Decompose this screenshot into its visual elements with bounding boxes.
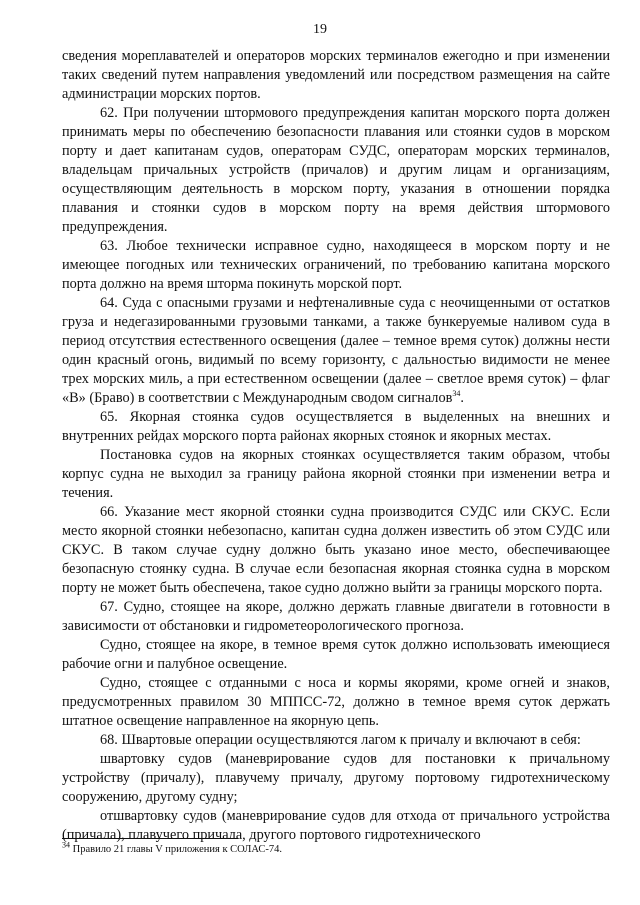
paragraph: Постановка судов на якорных стоянках осуществляется таким образом, чтобы корпус судна не выходил за границу района якорной стоянки при изменении ветра и течения. — [62, 447, 610, 501]
paragraph: Судно, стоящее на якоре, в темное время суток должно использовать имеющиеся рабочие огни и палубное освещение. — [62, 637, 610, 672]
paragraph: отшвартовку судов (маневрирование судов для отхода от причального устройства (причала), плавучего причала, другого портового гидротехнического — [62, 808, 610, 843]
body-text — [62, 47, 610, 845]
paragraph: 65. Якорная стоянка судов осуществляется в выделенных на внешних и внутренних рейдах морского порта районах якорных стоянок и якорных местах. — [62, 409, 610, 444]
footnote-text: Правило 21 главы V приложения к СОЛАС-74. — [70, 844, 283, 855]
footnote-separator — [62, 838, 238, 839]
page-number: 19 — [313, 22, 327, 37]
paragraph: 68. Швартовые операции осуществляются лагом к причалу и включают в себя: — [100, 732, 581, 748]
paragraph: Судно, стоящее с отданными с носа и кормы якорями, кроме огней и знаков, предусмотренных правилом 30 МППСС-72, должно в темное время суток держать штатное освещение направленное на якорную цепь. — [62, 675, 610, 729]
paragraph: 64. Суда с опасными грузами и нефтеналивные суда с неочищенными от остатков груза и недегазированными грузовыми танками, а также бункеруемые наливом суда в период отсутствия естественного освещения (далее – темное время суток) должны нести один красный огонь, видимый по всему горизонту, с дальностью видимости не менее трех морских миль, а при естественном освещении (далее – светлое время суток) – флаг «В» (Браво) в соответствии с Международным сводом сигналов$^{34}$. — [62, 295, 610, 406]
footnote-reference[interactable]: 34 — [452, 389, 461, 399]
paragraph: 67. Судно, стоящее на якоре, должно держать главные двигатели в готовности в зависимости от обстановки и гидрометеорологического прогноза. — [62, 599, 610, 634]
paragraph: швартовку судов (маневрирование судов для постановки к причальному устройству (причалу), плавучему причалу, другому портовому гидротехническому сооружению, другому судну; — [62, 751, 610, 805]
paragraph: сведения мореплавателей и операторов морских терминалов ежегодно и при изменении таких сведений путем направления уведомлений или посредством размещения на сайте администрации морских портов. — [62, 48, 610, 102]
paragraph: 63. Любое технически исправное судно, находящееся в морском порту и не имеющее погодных или технических ограничений, по требованию капитана морского порта должно на время шторма покинуть морской порт. — [62, 238, 610, 292]
paragraph: 66. Указание мест якорной стоянки судна производится СУДС или СКУС. Если место якорной стоянки небезопасно, капитан судна должен известить об этом СУДС или СКУС. В таком случае судну должно быть указано иное место, обеспечивающее безопасную стоянку судна. В случае если безопасная якорная стоянка судна в морском порту не может быть обеспечена, такое судно должно выйти за границы морского порта. — [62, 504, 610, 596]
footnote — [62, 840, 610, 857]
footnote-number: 34 — [62, 840, 70, 850]
paragraph: 62. При получении штормового предупреждения капитан морского порта должен принимать меры по обеспечению безопасности плавания или стоянки судов в морском порту и дает капитанам судов, операторам СУДС, операторам морских терминалов, владельцам причальных устройств (причалов) и другим лицам и организациям, осуществляющим деятельность в морском порту, указания в отношении порядка плавания и стоянки судов в морском порту на время действия штормового предупреждения. — [62, 105, 610, 235]
